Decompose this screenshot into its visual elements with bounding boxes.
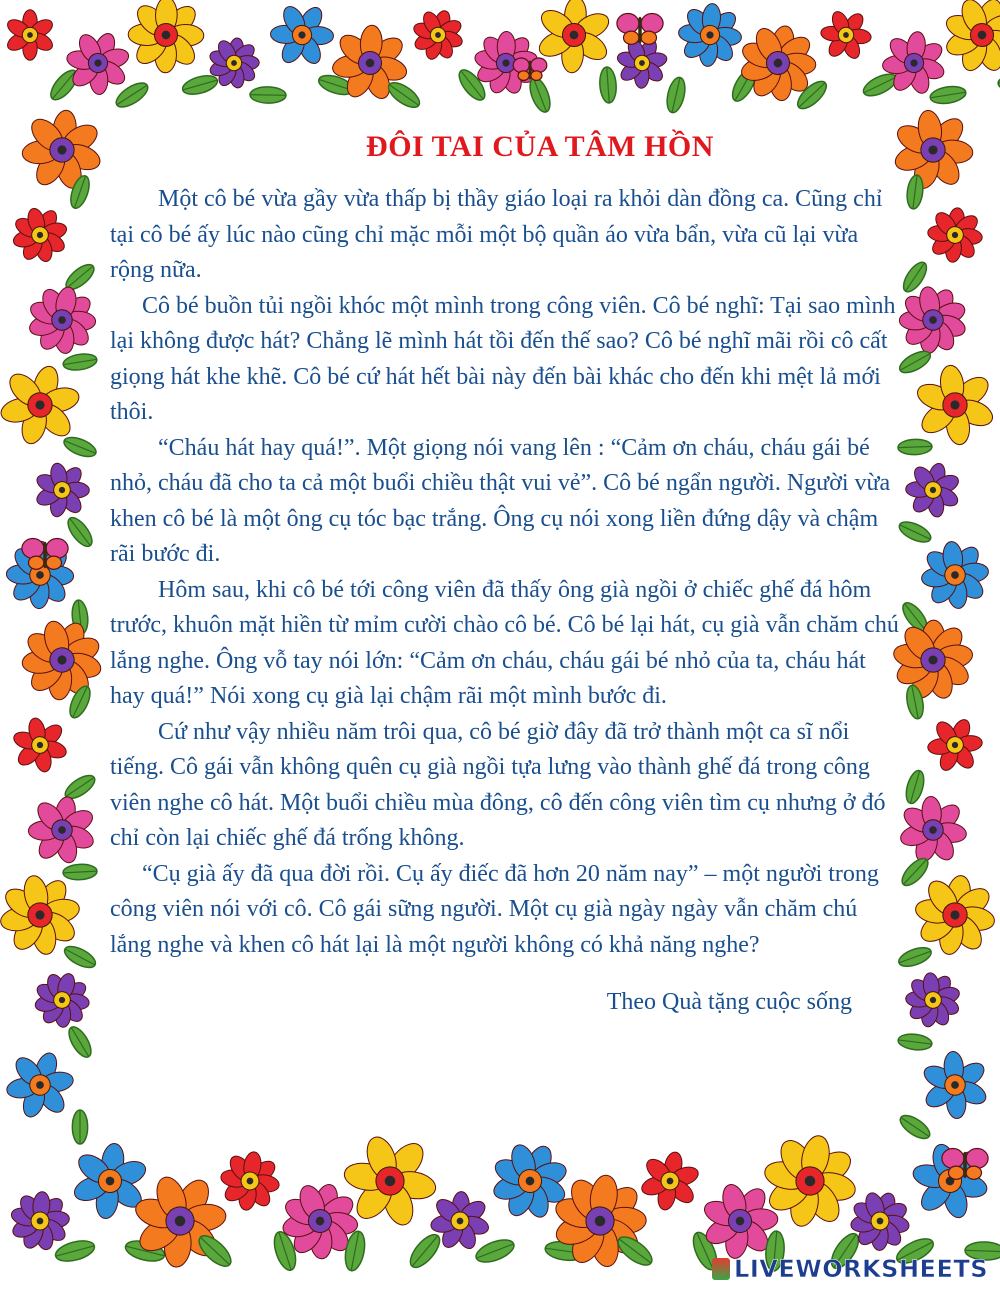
leaf-icon — [897, 1032, 933, 1051]
flower-icon — [898, 456, 967, 524]
leaf-icon — [898, 854, 932, 889]
leaf-icon — [62, 352, 98, 372]
leaf-icon — [896, 518, 933, 546]
flower-icon — [13, 272, 110, 369]
watermark-text: LIVEWORKSHEETS — [734, 1255, 988, 1283]
flower-icon — [894, 962, 972, 1039]
flower-icon — [406, 3, 470, 67]
flower-icon — [908, 1038, 1000, 1132]
leaf-icon — [72, 1110, 87, 1144]
leaf-icon — [473, 1235, 517, 1266]
paragraph-4: Hôm sau, khi cô bé tới công viên đã thấy ông già ngồi ở chiếc ghế đá hôm trước, khuôn mặt hiền từ mỉm cười chào cô bé. Cô bé lại hát, cụ già vẫn chăm chú lắng nghe. Ông vỗ tay nói lớn: “Cảm ơn cháu, cháu gái bé nhỏ của ta, cháu hát hay quá!” Nói xong cụ già lại chậm rãi một mình bước đi. — [110, 576, 899, 709]
story-title: ĐÔI TAI CỦA TÂM HỒN — [366, 130, 714, 163]
butterfly-icon — [22, 539, 68, 570]
flower-icon — [896, 1127, 1000, 1234]
liveworksheets-logo-icon — [712, 1258, 730, 1280]
flower-icon — [113, 0, 220, 88]
leaf-icon — [61, 434, 98, 461]
leaf-icon — [61, 942, 98, 971]
flower-icon — [919, 709, 992, 781]
leaf-icon — [929, 84, 967, 106]
flower-icon — [16, 105, 108, 195]
paragraph-6: “Cụ già ấy đã qua đời rồi. Cụ ấy điếc đã hơn 20 năm nay” – một người trong công viên nói với cô. Cô gái sững người. Một cụ già ngày ngày vẫn chăm chú lắng nghe và khen cô hát lại là một người không có khả năng nghe? — [110, 860, 879, 958]
paragraph-1: Một cô bé vừa gầy vừa thấp bị thầy giáo loại ra khỏi dàn đồng ca. Cũng chỉ tại cô bé ấy lúc nào cũng chỉ mặc mỗi một bộ quần áo vừa bẩn, vừa cũ lại vừa rộng nữa. — [110, 186, 883, 283]
leaf-icon — [65, 1023, 96, 1060]
leaf-icon — [599, 66, 618, 103]
liveworksheets-watermark — [712, 1255, 988, 1283]
story-content — [110, 122, 900, 1016]
flower-icon — [925, 205, 985, 265]
leaf-icon — [64, 514, 97, 550]
butterfly-icon — [617, 14, 663, 45]
leaf-icon — [896, 347, 933, 377]
leaf-icon — [63, 863, 98, 880]
flower-icon — [811, 0, 882, 70]
flower-icon — [7, 606, 116, 715]
flower-icon — [635, 1146, 705, 1216]
flower-icon — [22, 451, 101, 530]
leaf-icon — [898, 439, 933, 455]
flower-icon — [891, 619, 975, 702]
leaf-icon — [903, 769, 927, 806]
flower-icon — [21, 790, 102, 870]
flower-icon — [0, 1042, 83, 1128]
leaf-icon — [905, 174, 924, 210]
flower-icon — [5, 10, 56, 60]
flower-icon — [666, 0, 755, 79]
leaf-icon — [526, 75, 554, 114]
flower-icon — [3, 198, 78, 273]
story-source: Theo Quà tặng cuộc sống — [606, 989, 852, 1015]
leaf-icon — [53, 1237, 96, 1265]
leaf-icon — [250, 87, 286, 104]
butterfly-icon — [942, 1149, 988, 1180]
leaf-icon — [180, 72, 219, 97]
flower-icon — [1, 706, 78, 783]
paragraph-3: “Cháu hát hay quá!”. Một giọng nói vang lên : “Cảm ơn cháu, cháu gái bé nhỏ, cháu đã cho ta cả một buổi chiều thật vui vẻ”. Cô bé ngẩn người. Người vừa khen cô bé là một ông cụ tóc bạc trắng. Ông cụ nói xong liền đứng dậy và chậm rãi bước đi. — [110, 434, 891, 567]
leaf-icon — [896, 944, 933, 970]
paragraph-2: Cô bé buồn tủi ngồi khóc một mình trong công viên. Cô bé nghĩ: Tại sao mình lại không được hát? Chẳng lẽ mình hát tồi đến thế sao? Cô bé nghĩ mãi rồi cô cất giọng hát khe khẽ. Cô bé cứ hát hết bài này đến bài khác cho đến khi mệt lả mới thôi. — [110, 292, 896, 425]
paragraph-5: Cứ như vậy nhiều năm trôi qua, cô bé giờ đây đã trở thành một ca sĩ nổi tiếng. Cô gái vẫn không quên cụ già ngồi tựa lưng vào thành ghế đá trong công viên nghe cô hát. Một buổi chiều mùa đông, cô đến công viên tìm cụ nhưng ở đó chỉ còn lại chiếc ghế đá trống không. — [110, 718, 886, 851]
leaf-icon — [405, 1230, 445, 1272]
leaf-icon — [897, 1111, 934, 1143]
butterfly-icon — [513, 58, 547, 80]
flower-icon — [23, 961, 100, 1039]
leaf-icon — [385, 78, 424, 112]
leaf-icon — [664, 76, 688, 115]
